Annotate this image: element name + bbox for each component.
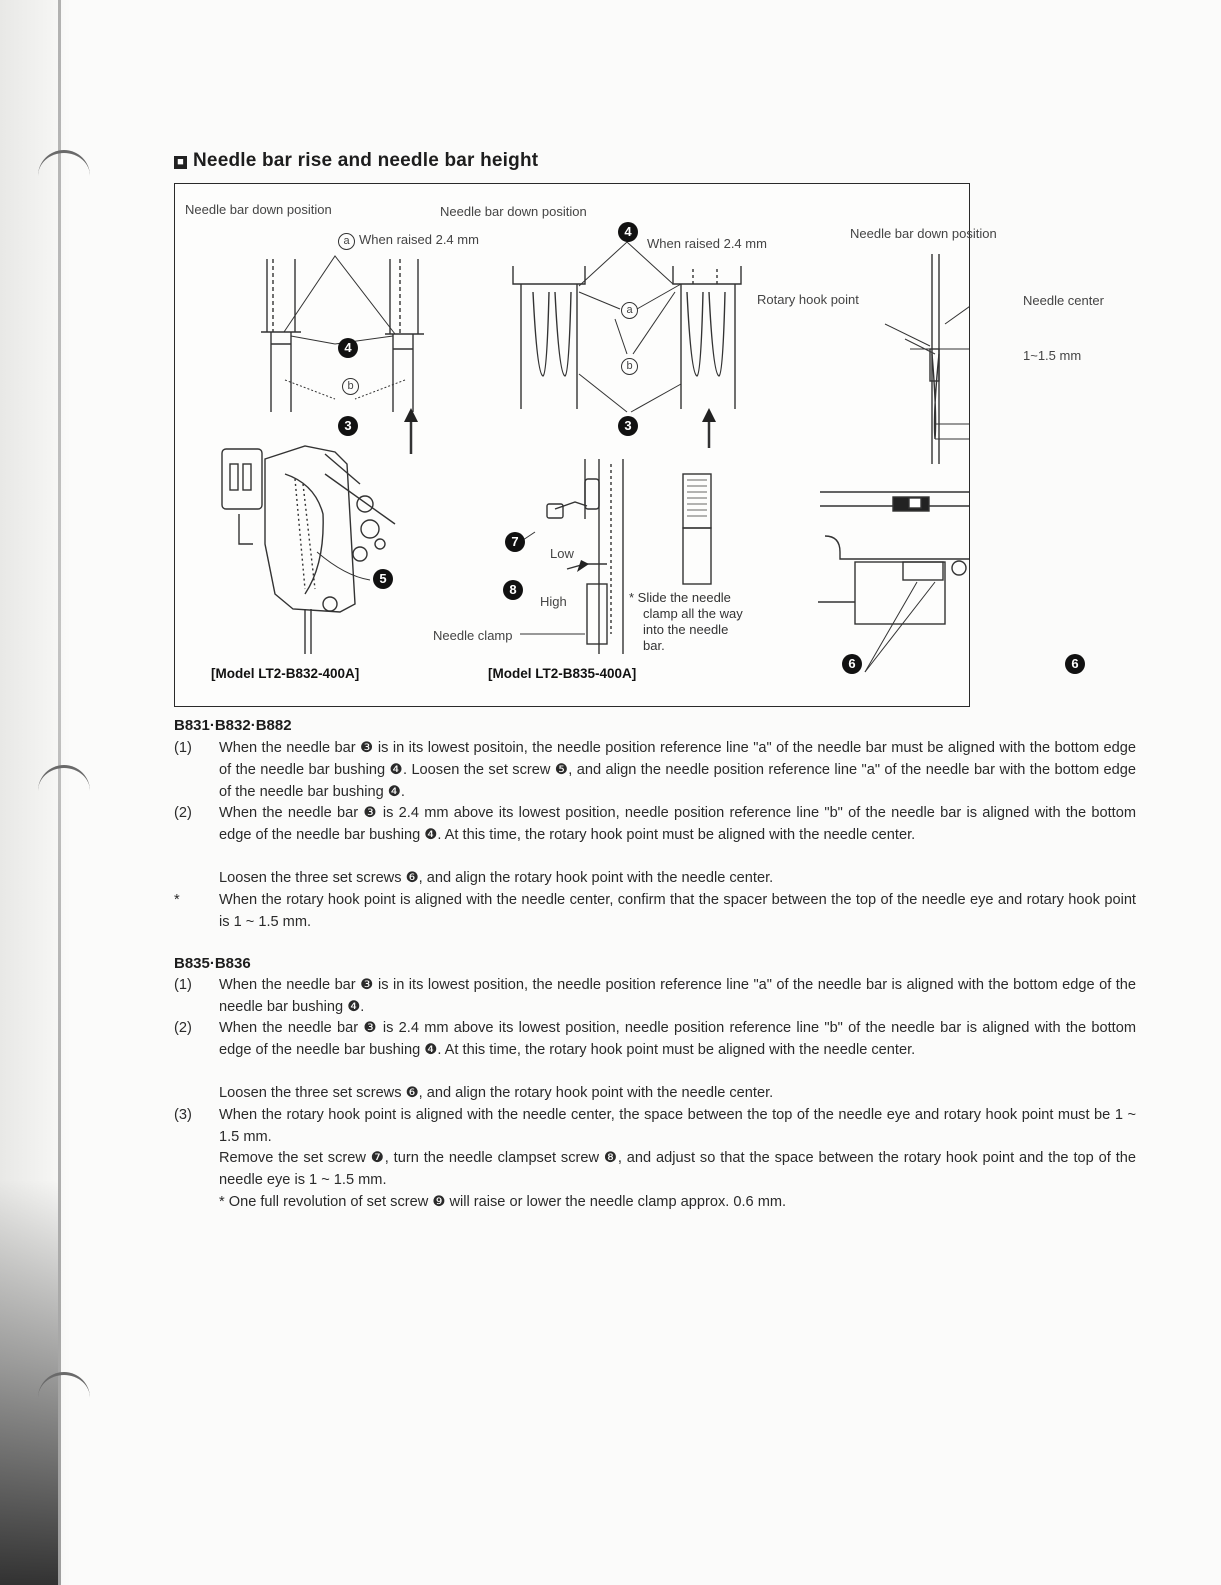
label-when-raised-middle: When raised 2.4 mm (647, 236, 767, 251)
step-extra-text: Loosen the three set screws ❻, and align the rotary hook point with the needle center. (219, 1085, 774, 1101)
label-rotary-hook-point: Rotary hook point (757, 292, 859, 307)
callout-6-right: 6 (1065, 654, 1085, 674)
label-needle-center: Needle center (1023, 293, 1104, 308)
right-hook-assembly-sketch (818, 492, 969, 672)
callout-4-left: 4 (338, 338, 358, 358)
label-high: High (540, 594, 567, 609)
step-text: When the rotary hook point is aligned with the needle center, the space between the top of the needle eye and rotary hook point must be 1 ~ 1.5 mm. (219, 1107, 1136, 1145)
step-number: (1) (174, 977, 192, 993)
ref-line-a-mark: a (338, 233, 355, 250)
callout-8: 8 (503, 580, 523, 600)
label-low: Low (550, 546, 574, 561)
group2-step-3 (174, 1105, 1136, 1215)
section-bullet-icon: ■ (174, 156, 187, 169)
step-extra-text: Remove the set screw ❼, turn the needle clampset screw ❽, and adjust so that the space between the rotary hook point and the top of the needle eye is 1 ~ 1.5 mm. (219, 1150, 1136, 1188)
step-number: (2) (174, 805, 192, 821)
label-needle-bar-down-right: Needle bar down position (850, 226, 997, 241)
step-extra-text: Loosen the three set screws ❻, and align the rotary hook point with the needle center. (219, 870, 774, 886)
slide-note-line-2: clamp all the way (643, 606, 743, 621)
slide-note-line-3: into the needle (643, 622, 729, 637)
slide-note-line-4: bar. (643, 638, 665, 653)
callout-3-middle: 3 (618, 416, 638, 436)
label-needle-bar-down-left: Needle bar down position (185, 202, 332, 217)
step-number: (1) (174, 740, 192, 756)
callout-6-left: 6 (842, 654, 862, 674)
step-note-text: * One full revolution of set screw ❾ will raise or lower the needle clamp approx. 0.6 mm. (219, 1194, 787, 1210)
binder-ring-bottom (38, 1372, 90, 1409)
group1-step-2 (174, 803, 1136, 891)
callout-5: 5 (373, 569, 393, 589)
step-text: When the rotary hook point is aligned with the needle center, confirm that the spacer between the top of the needle eye and rotary hook point is 1 ~ 1.5 mm. (219, 892, 1136, 930)
step-text: When the needle bar ❸ is 2.4 mm above its lowest position, needle position reference line "b" of the needle bar is aligned with the bottom edge of the needle bar bushing ❹. At this time, the rotary hook point must be aligned with the needle center. (219, 805, 1136, 843)
binder-ring-top (38, 150, 90, 187)
group2-heading: B835·B836 (174, 955, 251, 972)
callout-4-middle: 4 (618, 222, 638, 242)
group2-step-2 (174, 1018, 1136, 1106)
figure-drawing (175, 184, 969, 706)
label-when-raised-left: a When raised 2.4 mm (338, 232, 479, 250)
caption-model-b832: [Model LT2-B832-400A] (211, 666, 360, 681)
right-needle-detail-diagram (885, 254, 969, 469)
ref-line-b-mark-middle: b (621, 358, 638, 375)
step-text: When the needle bar ❸ is 2.4 mm above its lowest position, needle position reference line "b" of the needle bar is aligned with the bottom edge of the needle bar bushing ❹. At this time, the rotary hook point must be aligned with the needle center. (219, 1020, 1136, 1058)
group1-step-1 (174, 738, 1136, 804)
callout-3-left: 3 (338, 416, 358, 436)
caption-model-b835: [Model LT2-B835-400A] (488, 666, 637, 681)
section-title: ■ Needle bar rise and needle bar height (174, 150, 538, 172)
label-needle-clamp: Needle clamp (433, 628, 513, 643)
label-needle-bar-down-middle: Needle bar down position (440, 204, 587, 219)
ref-line-b-mark-left: b (342, 378, 359, 395)
group1-heading: B831·B832·B882 (174, 717, 292, 734)
step-text: When the needle bar ❸ is in its lowest positoin, the needle position reference line "a" of the needle bar must be aligned with the bottom edge of the needle bar bushing ❹. Loosen the set screw ❺, and align the needle position reference line "a" of the needle bar with the bottom edge of the needle bar bushing ❹. (219, 740, 1136, 800)
ref-line-a-mark-middle: a (621, 302, 638, 319)
step-number: (2) (174, 1020, 192, 1036)
slide-note-line-1: * Slide the needle (629, 590, 731, 605)
figure-panel (174, 183, 1104, 707)
callout-7: 7 (505, 532, 525, 552)
group2-step-1 (174, 975, 1136, 1019)
step-number: (3) (174, 1107, 192, 1123)
middle-needle-bar-diagram (513, 242, 741, 412)
binder-ring-middle (38, 765, 90, 802)
label-gap-distance: 1~1.5 mm (1023, 348, 1082, 363)
step-number: * (174, 892, 180, 908)
group1-note (174, 890, 1136, 934)
left-machine-sketch (222, 446, 395, 654)
step-text: When the needle bar ❸ is in its lowest position, the needle position reference line "a" of the needle bar is aligned with the bottom edge of the needle bar bushing ❹. (219, 977, 1136, 1015)
